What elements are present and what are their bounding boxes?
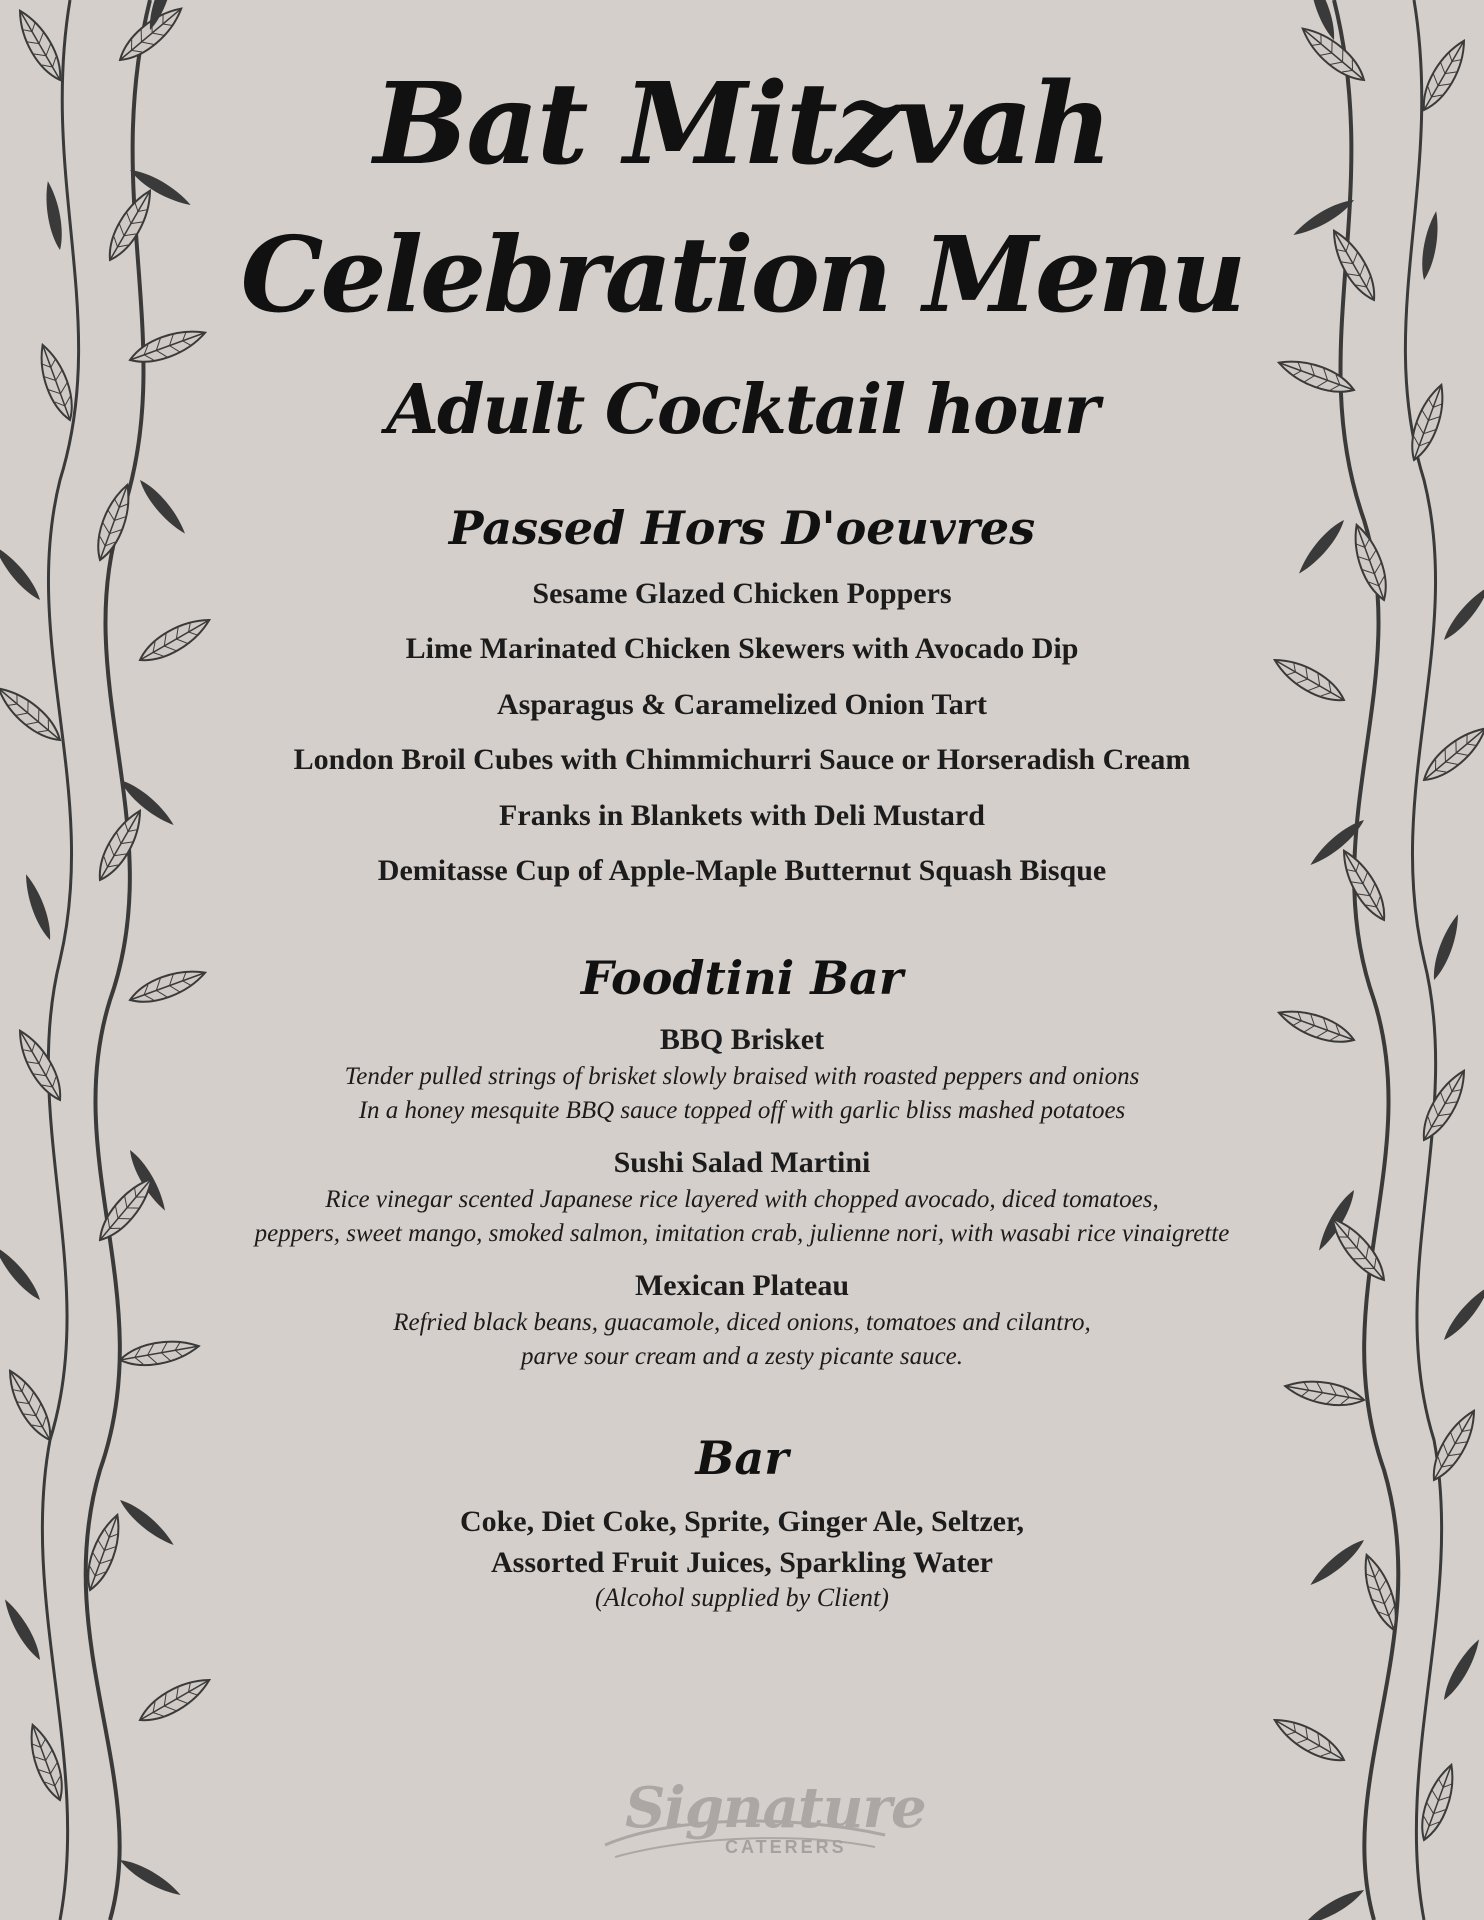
logo-word: CATERERS	[725, 1837, 847, 1857]
station-description: Refried black beans, guacamole, diced onions, tomatoes and cilantro,	[393, 1309, 1091, 1336]
station-description: Tender pulled strings of brisket slowly braised with roasted peppers and onions	[344, 1063, 1140, 1090]
menu-item: Asparagus & Caramelized Onion Tart	[496, 688, 988, 721]
bar-drinks-line-1: Coke, Diet Coke, Sprite, Ginger Ale, Seltzer,	[459, 1505, 1025, 1538]
station-description: peppers, sweet mango, smoked salmon, imitation crab, julienne nori, with wasabi rice vinaigrette	[254, 1220, 1230, 1247]
section-heading-passed: Passed Hors D'oeuvres	[448, 501, 1036, 555]
station-description: In a honey mesquite BBQ sauce topped off with garlic bliss mashed potatoes	[358, 1097, 1126, 1124]
title-line-2: Celebration Menu	[240, 213, 1244, 336]
logo-script: Signature	[625, 1775, 926, 1841]
menu-item: Franks in Blankets with Deli Mustard	[499, 799, 985, 832]
station-name: Sushi Salad Martini	[613, 1146, 871, 1179]
bar-drinks-line-2: Assorted Fruit Juices, Sparkling Water	[491, 1546, 993, 1579]
station-name: Mexican Plateau	[634, 1269, 850, 1302]
section-heading-foodtini: Foodtini Bar	[580, 951, 904, 1005]
signature-caterers-logo	[595, 1775, 926, 1875]
station-description: parve sour cream and a zesty picante sauce.	[520, 1343, 964, 1370]
bar-note: (Alcohol supplied by Client)	[595, 1583, 889, 1612]
menu-item: Demitasse Cup of Apple-Maple Butternut Squash Bisque	[377, 854, 1107, 887]
menu-content	[180, 0, 1304, 1920]
subtitle: Adult Cocktail hour	[386, 370, 1098, 450]
menu-item: Lime Marinated Chicken Skewers with Avocado Dip	[405, 632, 1079, 665]
section-heading-bar: Bar	[695, 1431, 789, 1485]
menu-item: London Broil Cubes with Chimmichurri Sauce or Horseradish Cream	[293, 743, 1191, 776]
station-name: BBQ Brisket	[659, 1023, 825, 1056]
menu-item: Sesame Glazed Chicken Poppers	[532, 577, 952, 610]
title-line-1: Bat Mitzvah	[373, 59, 1111, 190]
station-description: Rice vinegar scented Japanese rice layered with chopped avocado, diced tomatoes,	[325, 1186, 1159, 1213]
